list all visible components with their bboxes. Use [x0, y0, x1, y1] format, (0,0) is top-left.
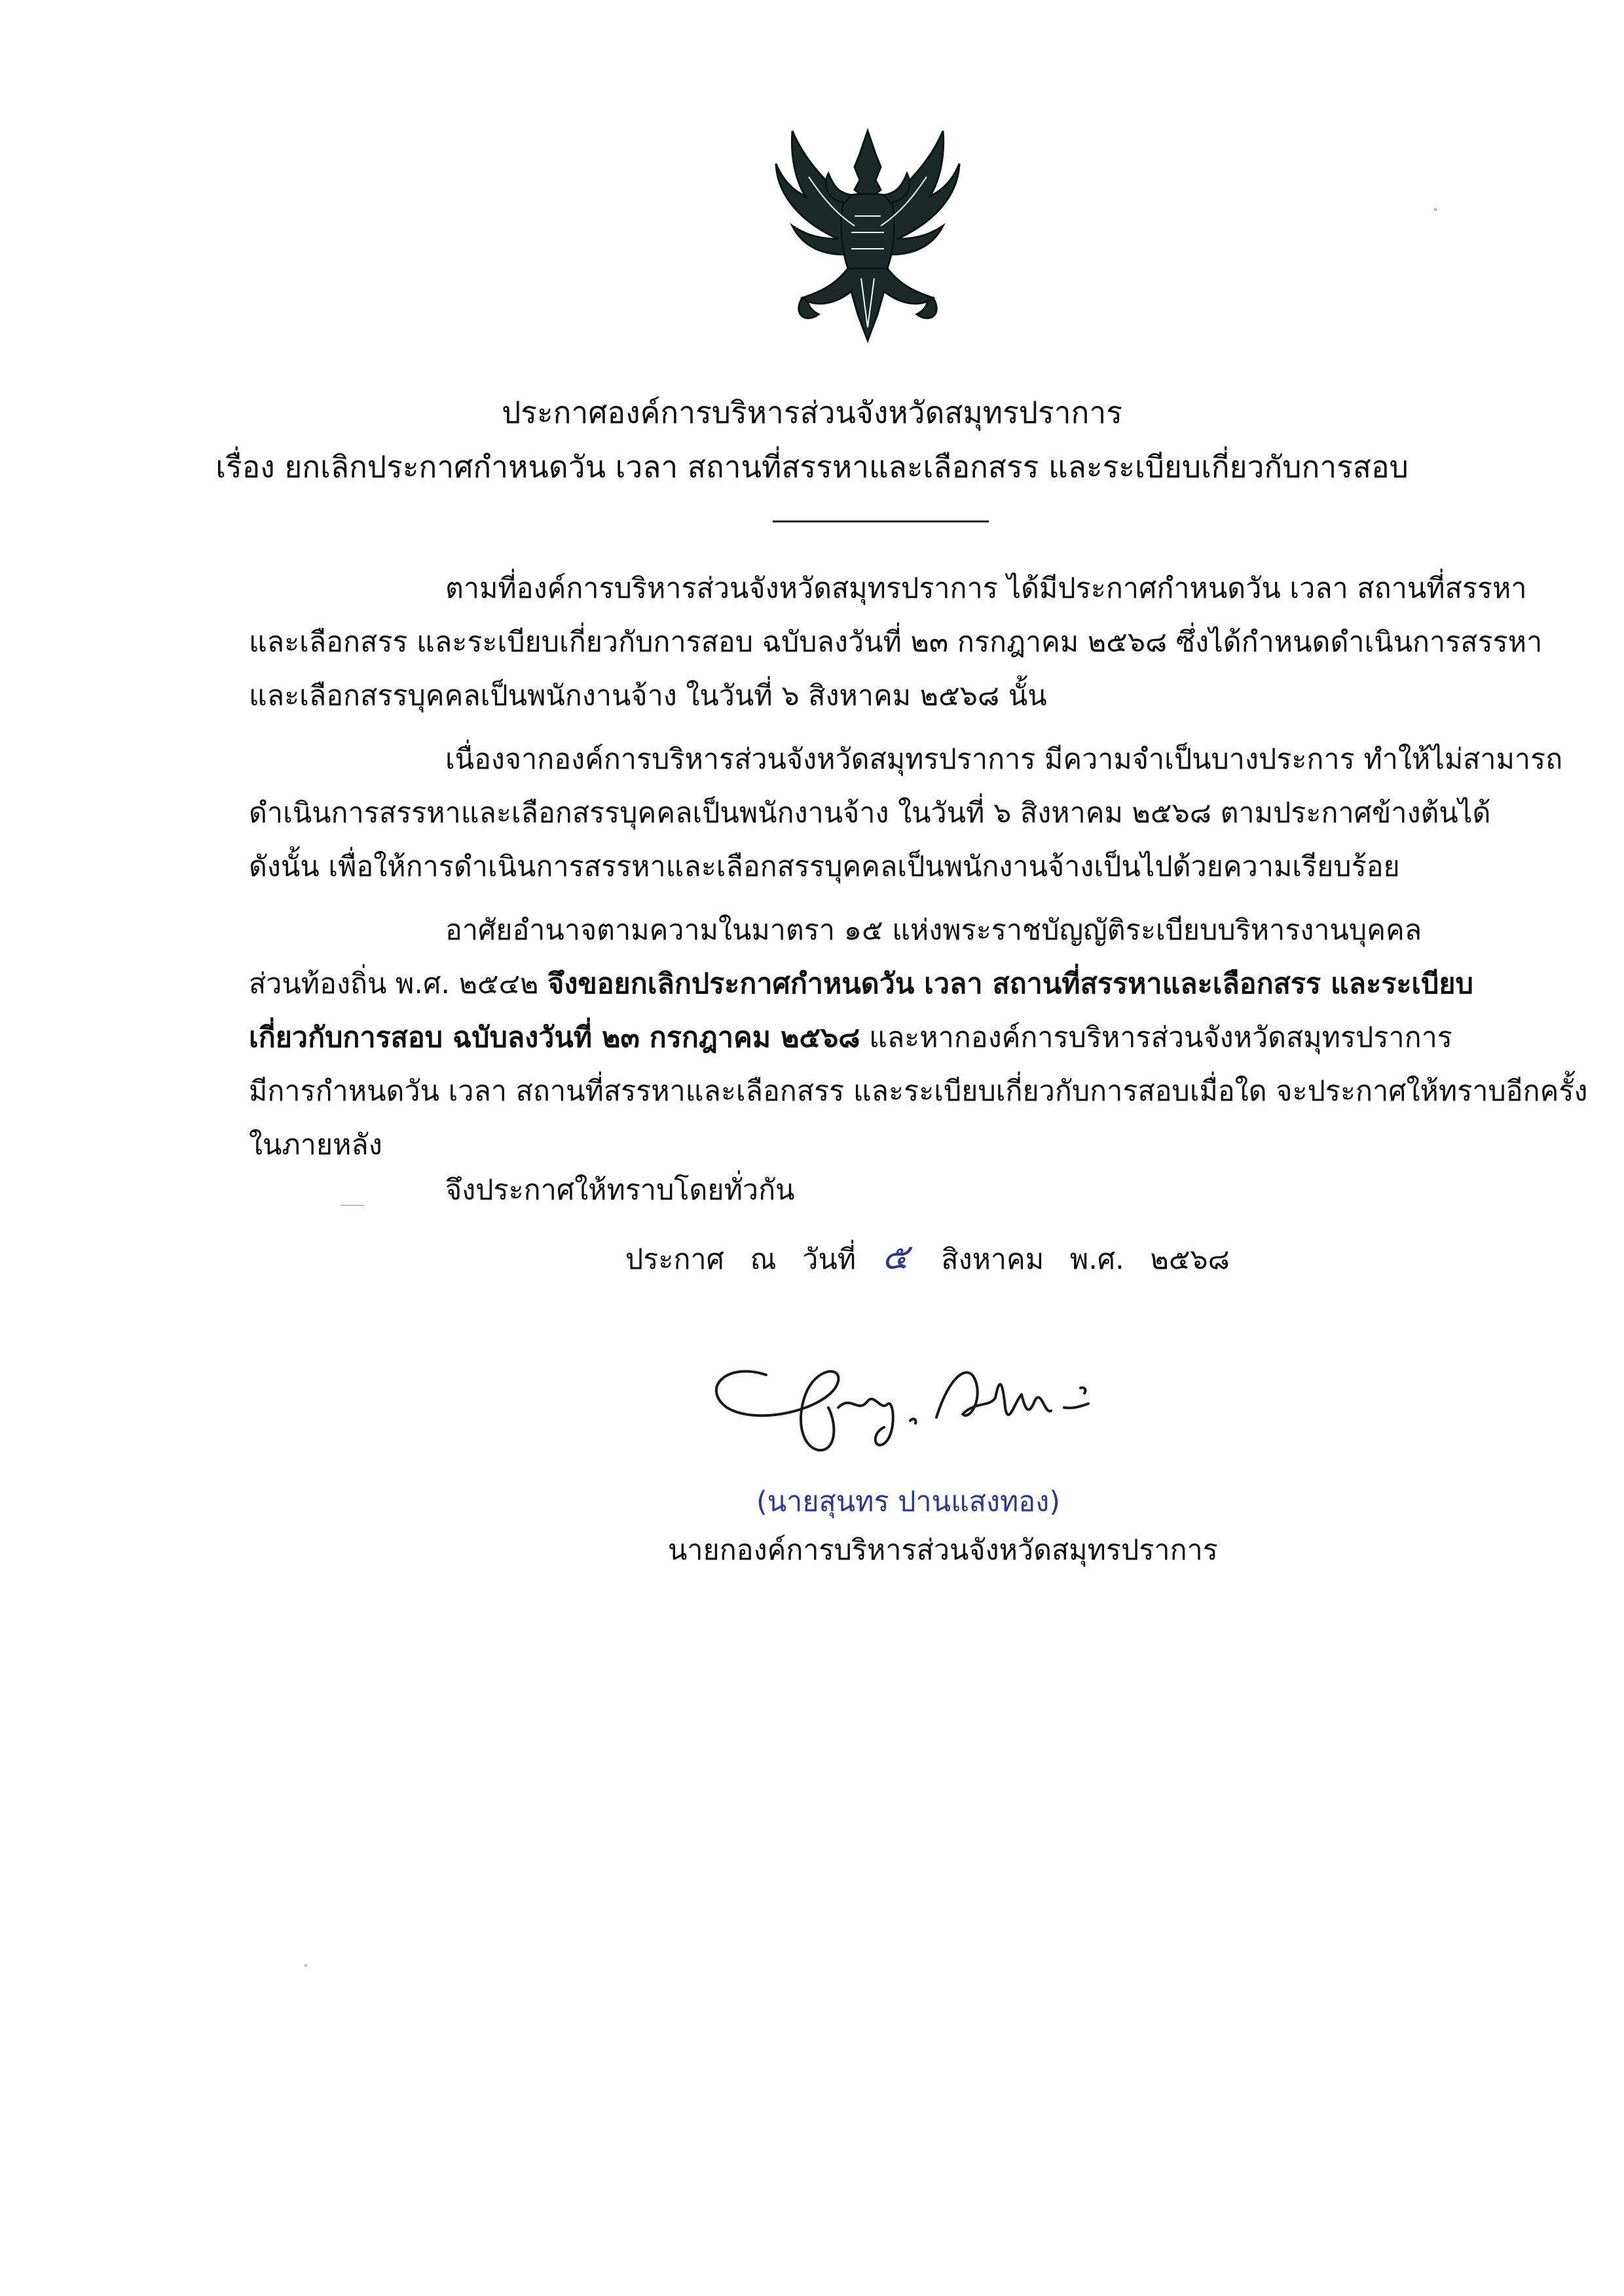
- paragraph-bold-text: จึงขอยกเลิกประกาศกำหนดวัน เวลา สถานที่สรรหาและเลือกสรร และระเบียบ: [547, 968, 1473, 1000]
- signatory-name: (นายสุนทร ปานแสงทอง): [756, 1485, 1060, 1518]
- garuda-emblem-icon: [730, 118, 1005, 354]
- paragraph-line: [249, 957, 1473, 1011]
- paragraph-3: [249, 903, 1588, 1172]
- date-year: ๒๕๖๘: [1150, 1243, 1230, 1276]
- announcement-title: ประกาศองค์การบริหารส่วนจังหวัดสมุทรปราการ: [502, 395, 1122, 430]
- paragraph-text: และหากองค์การบริหารส่วนจังหวัดสมุทรปราการ: [860, 1021, 1452, 1054]
- announcement-subject: เรื่อง ยกเลิกประกาศกำหนดวัน เวลา สถานที่สรรหาและเลือกสรร และระเบียบเกี่ยวกับการสอบ: [215, 449, 1409, 484]
- paragraph-line: และเลือกสรรบุคคลเป็นพนักงานจ้าง ในวันที่ ๖ สิงหาคม ๒๕๖๘ นั้น: [249, 680, 1047, 712]
- date-prefix: ประกาศ: [625, 1243, 724, 1276]
- date-month: สิงหาคม: [941, 1243, 1044, 1276]
- paragraph-bold-text: เกี่ยวกับการสอบ ฉบับลงวันที่ ๒๓ กรกฎาคม ๒๕๖๘: [249, 1021, 860, 1054]
- title-divider: [773, 520, 989, 522]
- scan-speck: [341, 1205, 364, 1206]
- closing-statement: จึงประกาศให้ทราบโดยทั่วกัน: [445, 1174, 795, 1207]
- announcement-date: [625, 1237, 1247, 1279]
- paragraph-line: [249, 1011, 1452, 1065]
- date-era: พ.ศ.: [1069, 1243, 1124, 1276]
- paragraph-line: เนื่องจากองค์การบริหารส่วนจังหวัดสมุทรปราการ มีความจำเป็นบางประการ ทำให้ไม่สามารถ: [445, 743, 1563, 776]
- date-day-handwritten: ๕: [881, 1236, 909, 1277]
- scan-speck: [304, 1964, 307, 1967]
- paragraph-line: ดำเนินการสรรหาและเลือกสรรบุคคลเป็นพนักงานจ้าง ในวันที่ ๖ สิงหาคม ๒๕๖๘ ตามประกาศข้างต้นได้: [249, 797, 1491, 829]
- paragraph-line: มีการกำหนดวัน เวลา สถานที่สรรหาและเลือกสรร และระเบียบเกี่ยวกับการสอบเมื่อใด จะประกาศให้ทราบอีกครั้ง: [249, 1075, 1588, 1108]
- paragraph-text: ส่วนท้องถิ่น พ.ศ. ๒๕๔๒: [249, 968, 548, 1000]
- paragraph-line: และเลือกสรร และระเบียบเกี่ยวกับการสอบ ฉบับลงวันที่ ๒๓ กรกฎาคม ๒๕๖๘ ซึ่งได้กำหนดดำเนินการสรรหา: [249, 626, 1543, 659]
- date-day-label: วันที่: [802, 1243, 857, 1276]
- paragraph-2: [249, 733, 1563, 894]
- date-at: ณ: [750, 1243, 777, 1276]
- paragraph-line: ในภายหลัง: [249, 1129, 382, 1161]
- paragraph-1: [249, 562, 1543, 723]
- scan-speck: [1434, 208, 1437, 211]
- signature-icon: [688, 1336, 1159, 1467]
- paragraph-line: อาศัยอำนาจตามความในมาตรา ๑๕ แห่งพระราชบัญญัติระเบียบบริหารงานบุคคล: [445, 914, 1422, 947]
- signatory-position: นายกองค์การบริหารส่วนจังหวัดสมุทรปราการ: [668, 1534, 1218, 1567]
- paragraph-line: ดังนั้น เพื่อให้การดำเนินการสรรหาและเลือกสรรบุคคลเป็นพนักงานจ้างเป็นไปด้วยความเรียบร้อย: [249, 850, 1400, 883]
- paragraph-line: ตามที่องค์การบริหารส่วนจังหวัดสมุทรปราการ ได้มีประกาศกำหนดวัน เวลา สถานที่สรรหา: [445, 572, 1527, 605]
